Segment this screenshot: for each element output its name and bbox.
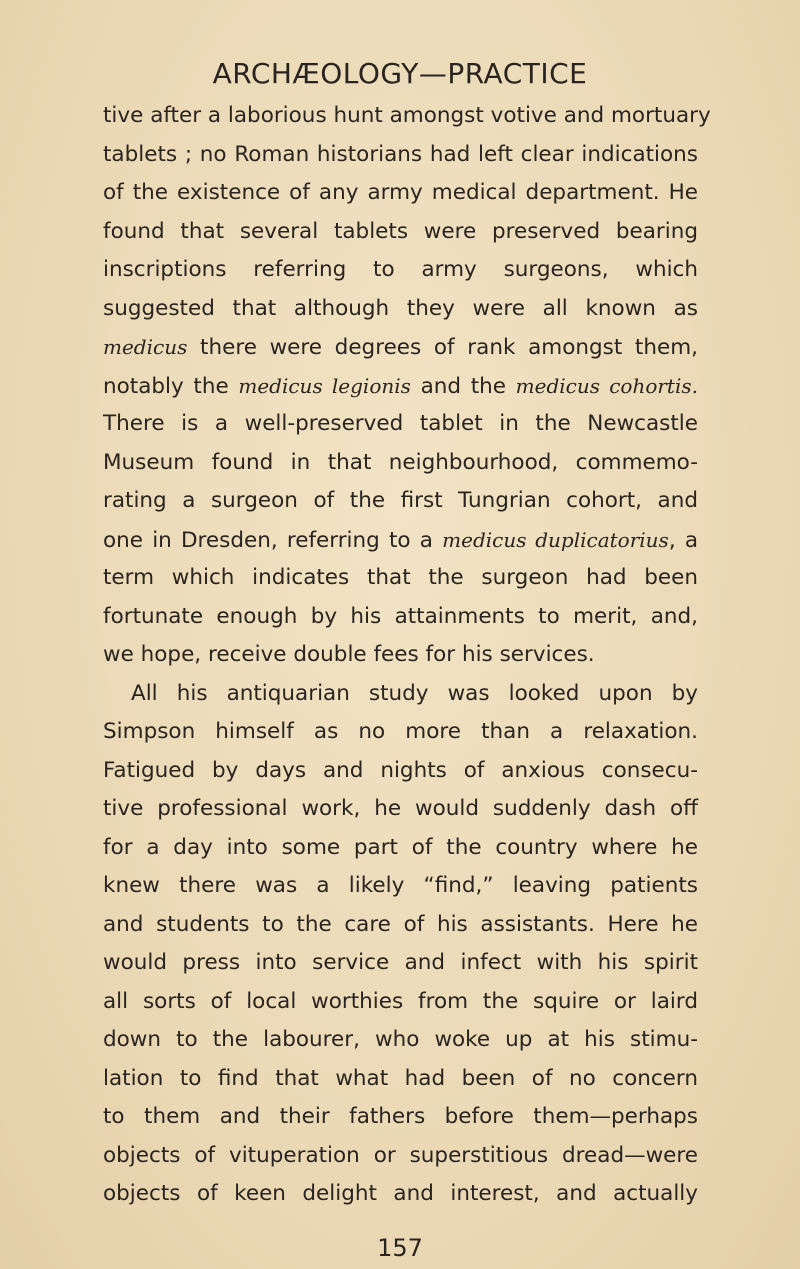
text-line (103, 829, 698, 868)
text-segment: and the (410, 373, 516, 399)
text-line (103, 367, 698, 406)
text-segment: suggested that although they were all known as (103, 295, 698, 321)
text-line (103, 521, 698, 560)
text-segment: knew there was a likely “find,” leaving patients (103, 873, 698, 898)
text-segment: and students to the care of his assistants. Here he (103, 911, 698, 937)
text-line (103, 636, 698, 675)
text-line (103, 136, 698, 175)
text-line (103, 867, 698, 906)
text-line (103, 444, 698, 483)
text-segment: term which indicates that the surgeon had been (103, 565, 698, 590)
text-segment: Museum found in that neighbourhood, commemo- (103, 449, 698, 475)
text-segment: objects of keen delight and interest, and actually (103, 1181, 698, 1206)
text-segment: , a (668, 527, 699, 553)
text-segment: lation to find that what had been of no concern (103, 1065, 698, 1091)
text-line (103, 598, 698, 637)
text-line (103, 983, 698, 1022)
italic-term: medicus cohortis. (515, 373, 698, 398)
text-line (103, 405, 698, 444)
text-line (103, 752, 698, 791)
text-segment: notably the (103, 373, 239, 399)
text-line (103, 1175, 698, 1214)
text-line (103, 906, 698, 945)
text-line (103, 790, 698, 829)
text-line (103, 97, 711, 136)
text-line (103, 559, 698, 598)
text-segment: tablets ; no Roman historians had left clear indications (103, 141, 698, 167)
text-segment: all sorts of local worthies from the squire or laird (103, 988, 698, 1014)
text-segment: There is a well-preserved tablet in the Newcastle (103, 411, 698, 436)
text-line (103, 482, 698, 521)
text-segment: objects of vituperation or superstitious dread—were (103, 1142, 698, 1168)
text-line (103, 328, 698, 367)
running-head: ARCHÆOLOGY—PRACTICE (212, 57, 588, 90)
text-segment: of the existence of any army medical department. He (103, 180, 698, 205)
text-segment: there were degrees of rank amongst them, (187, 335, 698, 360)
page-number: 157 (377, 1234, 423, 1262)
text-line (103, 174, 698, 213)
text-segment: Fatigued by days and nights of anxious consecu- (103, 757, 698, 783)
text-line (103, 675, 698, 714)
text-segment: Simpson himself as no more than a relaxation. (103, 719, 698, 744)
text-segment: tive professional work, he would suddenly dash off (103, 796, 698, 821)
text-line (103, 290, 698, 329)
text-segment: we hope, receive double fees for his services. (103, 642, 595, 667)
text-line (103, 1060, 698, 1099)
body-text (103, 97, 711, 1214)
text-segment: for a day into some part of the country where he (103, 834, 698, 860)
text-segment: one in Dresden, referring to a (103, 527, 443, 553)
text-line (103, 1137, 698, 1176)
italic-term: medicus (103, 335, 188, 359)
text-segment: tive after a laborious hunt amongst votive and mortuary (103, 103, 711, 128)
text-line (103, 944, 698, 983)
italic-term: medicus duplicatorius (442, 527, 669, 552)
text-segment: would press into service and infect with his spirit (103, 950, 698, 975)
text-line (103, 1021, 698, 1060)
text-line (103, 713, 698, 752)
text-segment: found that several tablets were preserved bearing (103, 218, 698, 244)
text-line (103, 251, 698, 290)
text-segment: rating a surgeon of the first Tungrian cohort, and (103, 488, 698, 513)
text-segment: inscriptions referring to army surgeons, which (103, 257, 698, 282)
italic-term: medicus legionis (238, 373, 411, 398)
text-line (103, 213, 698, 252)
text-segment: down to the labourer, who woke up at his stimu- (103, 1027, 698, 1052)
text-segment: fortunate enough by his attainments to merit, and, (103, 603, 698, 629)
text-segment: All his antiquarian study was looked upon by (131, 680, 698, 706)
text-segment: to them and their fathers before them—perhaps (103, 1104, 698, 1129)
text-line (103, 1098, 698, 1137)
